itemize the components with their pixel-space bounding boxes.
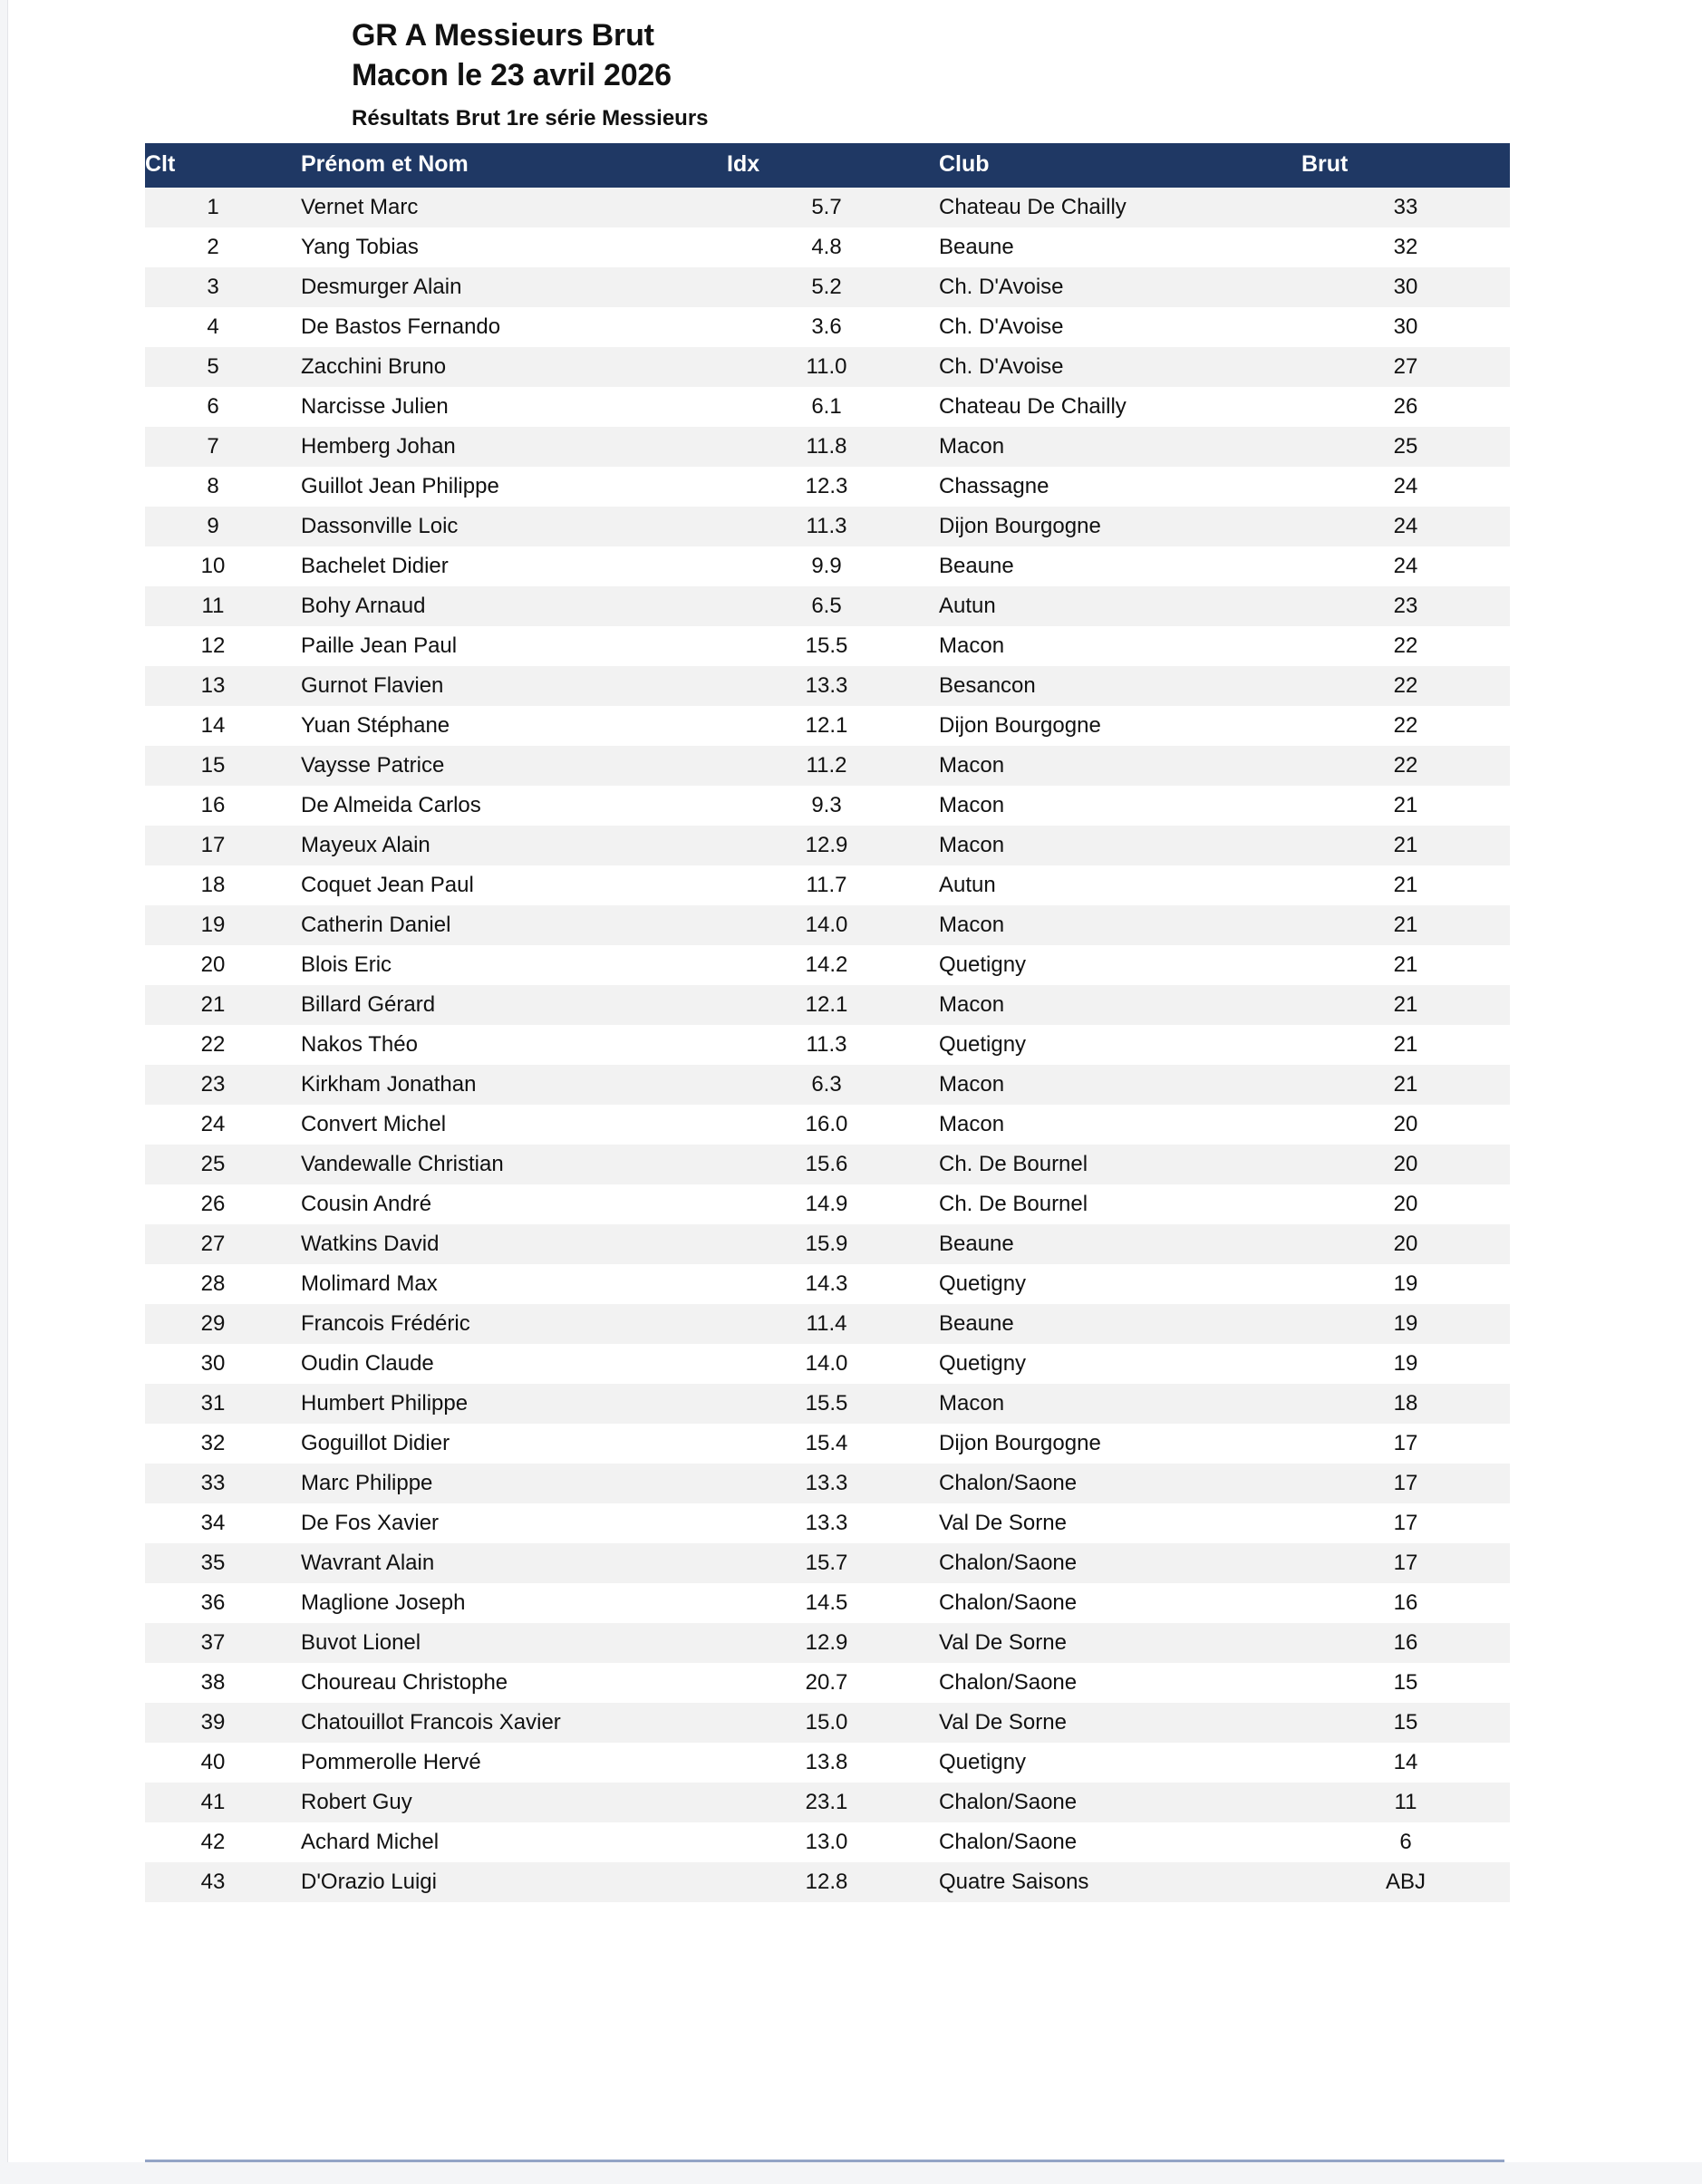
cell-idx: 11.4 — [727, 1304, 926, 1344]
cell-nom: Coquet Jean Paul — [281, 865, 727, 905]
cell-brut: 24 — [1301, 546, 1510, 586]
cell-nom: Mayeux Alain — [281, 826, 727, 865]
results-table-header — [145, 143, 1510, 188]
cell-idx: 14.0 — [727, 905, 926, 945]
cell-idx: 9.3 — [727, 786, 926, 826]
cell-nom: Bohy Arnaud — [281, 586, 727, 626]
cell-brut: 15 — [1301, 1703, 1510, 1743]
cell-nom: De Almeida Carlos — [281, 786, 727, 826]
cell-idx: 9.9 — [727, 546, 926, 586]
cell-idx: 15.7 — [727, 1543, 926, 1583]
results-table-body — [145, 188, 1510, 1902]
page-left-margin — [0, 0, 8, 2184]
cell-club: Ch. D'Avoise — [926, 347, 1301, 387]
cell-club: Val De Sorne — [926, 1703, 1301, 1743]
cell-nom: Kirkham Jonathan — [281, 1065, 727, 1105]
cell-club: Beaune — [926, 546, 1301, 586]
title-block — [145, 0, 1504, 132]
cell-clt: 4 — [145, 307, 281, 347]
cell-idx: 6.5 — [727, 586, 926, 626]
cell-idx: 12.8 — [727, 1862, 926, 1902]
cell-nom: Molimard Max — [281, 1264, 727, 1304]
table-row — [145, 1065, 1510, 1105]
table-row — [145, 706, 1510, 746]
cell-club: Macon — [926, 1384, 1301, 1424]
cell-nom: Francois Frédéric — [281, 1304, 727, 1344]
cell-nom: Vernet Marc — [281, 188, 727, 227]
cell-brut: 21 — [1301, 905, 1510, 945]
cell-brut: 17 — [1301, 1424, 1510, 1464]
table-row — [145, 865, 1510, 905]
table-header-row — [145, 143, 1510, 188]
cell-clt: 7 — [145, 427, 281, 467]
cell-clt: 3 — [145, 267, 281, 307]
cell-nom: Buvot Lionel — [281, 1623, 727, 1663]
cell-nom: Vandewalle Christian — [281, 1145, 727, 1184]
cell-brut: 30 — [1301, 267, 1510, 307]
cell-club: Macon — [926, 1065, 1301, 1105]
cell-nom: Chatouillot Francois Xavier — [281, 1703, 727, 1743]
cell-club: Macon — [926, 786, 1301, 826]
cell-brut: 18 — [1301, 1384, 1510, 1424]
cell-club: Quetigny — [926, 1264, 1301, 1304]
cell-clt: 31 — [145, 1384, 281, 1424]
cell-club: Chateau De Chailly — [926, 387, 1301, 427]
cell-club: Macon — [926, 427, 1301, 467]
table-row — [145, 1384, 1510, 1424]
cell-club: Quetigny — [926, 1025, 1301, 1065]
table-row — [145, 1862, 1510, 1902]
cell-idx: 5.7 — [727, 188, 926, 227]
cell-nom: Marc Philippe — [281, 1464, 727, 1503]
cell-idx: 12.1 — [727, 985, 926, 1025]
cell-clt: 21 — [145, 985, 281, 1025]
cell-clt: 29 — [145, 1304, 281, 1344]
cell-nom: De Bastos Fernando — [281, 307, 727, 347]
cell-brut: 21 — [1301, 826, 1510, 865]
cell-clt: 22 — [145, 1025, 281, 1065]
cell-nom: Gurnot Flavien — [281, 666, 727, 706]
cell-clt: 18 — [145, 865, 281, 905]
cell-brut: 16 — [1301, 1623, 1510, 1663]
cell-idx: 15.9 — [727, 1224, 926, 1264]
cell-brut: 19 — [1301, 1304, 1510, 1344]
cell-brut: 22 — [1301, 746, 1510, 786]
table-row — [145, 1105, 1510, 1145]
cell-brut: 15 — [1301, 1663, 1510, 1703]
cell-brut: 19 — [1301, 1264, 1510, 1304]
cell-brut: 14 — [1301, 1743, 1510, 1783]
table-row — [145, 586, 1510, 626]
cell-nom: Robert Guy — [281, 1783, 727, 1822]
cell-idx: 13.3 — [727, 1464, 926, 1503]
table-row — [145, 1344, 1510, 1384]
cell-club: Macon — [926, 626, 1301, 666]
cell-club: Dijon Bourgogne — [926, 1424, 1301, 1464]
cell-idx: 3.6 — [727, 307, 926, 347]
cell-nom: Yang Tobias — [281, 227, 727, 267]
cell-clt: 41 — [145, 1783, 281, 1822]
cell-nom: Pommerolle Hervé — [281, 1743, 727, 1783]
table-row — [145, 1703, 1510, 1743]
cell-club: Beaune — [926, 227, 1301, 267]
table-row — [145, 1264, 1510, 1304]
cell-nom: Goguillot Didier — [281, 1424, 727, 1464]
cell-brut: 17 — [1301, 1464, 1510, 1503]
cell-clt: 20 — [145, 945, 281, 985]
column-header-clt: Clt — [145, 143, 281, 188]
table-row — [145, 826, 1510, 865]
cell-idx: 14.5 — [727, 1583, 926, 1623]
table-row — [145, 1464, 1510, 1503]
cell-idx: 6.1 — [727, 387, 926, 427]
cell-brut: 25 — [1301, 427, 1510, 467]
table-row — [145, 1145, 1510, 1184]
column-header-nom: Prénom et Nom — [281, 143, 727, 188]
cell-clt: 25 — [145, 1145, 281, 1184]
cell-clt: 14 — [145, 706, 281, 746]
cell-club: Ch. De Bournel — [926, 1145, 1301, 1184]
cell-club: Chassagne — [926, 467, 1301, 507]
table-row — [145, 307, 1510, 347]
cell-club: Ch. D'Avoise — [926, 267, 1301, 307]
cell-nom: Catherin Daniel — [281, 905, 727, 945]
table-row — [145, 945, 1510, 985]
cell-idx: 13.3 — [727, 666, 926, 706]
cell-clt: 28 — [145, 1264, 281, 1304]
document-content — [145, 0, 1504, 1976]
table-row — [145, 387, 1510, 427]
table-row — [145, 467, 1510, 507]
cell-brut: 26 — [1301, 387, 1510, 427]
cell-clt: 24 — [145, 1105, 281, 1145]
table-footer-space — [145, 1902, 1504, 1976]
cell-brut: 24 — [1301, 507, 1510, 546]
table-row — [145, 1424, 1510, 1464]
cell-idx: 11.3 — [727, 507, 926, 546]
cell-club: Macon — [926, 905, 1301, 945]
cell-nom: Oudin Claude — [281, 1344, 727, 1384]
cell-brut: 20 — [1301, 1145, 1510, 1184]
cell-idx: 14.2 — [727, 945, 926, 985]
table-row — [145, 227, 1510, 267]
cell-club: Quetigny — [926, 945, 1301, 985]
cell-nom: D'Orazio Luigi — [281, 1862, 727, 1902]
table-row — [145, 1822, 1510, 1862]
cell-club: Chateau De Chailly — [926, 188, 1301, 227]
cell-brut: 21 — [1301, 865, 1510, 905]
cell-idx: 11.3 — [727, 1025, 926, 1065]
cell-nom: Cousin André — [281, 1184, 727, 1224]
cell-clt: 33 — [145, 1464, 281, 1503]
cell-brut: 21 — [1301, 1065, 1510, 1105]
cell-clt: 11 — [145, 586, 281, 626]
cell-nom: De Fos Xavier — [281, 1503, 727, 1543]
cell-clt: 9 — [145, 507, 281, 546]
cell-clt: 42 — [145, 1822, 281, 1862]
cell-brut: 32 — [1301, 227, 1510, 267]
cell-brut: 24 — [1301, 467, 1510, 507]
cell-club: Chalon/Saone — [926, 1822, 1301, 1862]
cell-nom: Guillot Jean Philippe — [281, 467, 727, 507]
cell-clt: 6 — [145, 387, 281, 427]
cell-clt: 36 — [145, 1583, 281, 1623]
cell-idx: 14.0 — [727, 1344, 926, 1384]
cell-clt: 23 — [145, 1065, 281, 1105]
cell-brut: 16 — [1301, 1583, 1510, 1623]
cell-clt: 1 — [145, 188, 281, 227]
cell-clt: 37 — [145, 1623, 281, 1663]
page-title-line-1: GR A Messieurs Brut — [352, 18, 654, 53]
cell-idx: 11.0 — [727, 347, 926, 387]
table-row — [145, 1503, 1510, 1543]
table-row — [145, 188, 1510, 227]
table-row — [145, 347, 1510, 387]
cell-brut: 22 — [1301, 706, 1510, 746]
table-row — [145, 905, 1510, 945]
cell-idx: 15.4 — [727, 1424, 926, 1464]
cell-idx: 14.9 — [727, 1184, 926, 1224]
cell-brut: 6 — [1301, 1822, 1510, 1862]
page-title-line-2: Macon le 23 avril 2026 — [352, 57, 672, 92]
cell-idx: 12.3 — [727, 467, 926, 507]
cell-brut: 21 — [1301, 945, 1510, 985]
cell-club: Beaune — [926, 1304, 1301, 1344]
cell-clt: 34 — [145, 1503, 281, 1543]
cell-clt: 12 — [145, 626, 281, 666]
table-row — [145, 985, 1510, 1025]
cell-clt: 32 — [145, 1424, 281, 1464]
cell-clt: 43 — [145, 1862, 281, 1902]
cell-brut: 19 — [1301, 1344, 1510, 1384]
cell-brut: 20 — [1301, 1184, 1510, 1224]
cell-nom: Convert Michel — [281, 1105, 727, 1145]
results-table — [145, 143, 1510, 1902]
cell-nom: Billard Gérard — [281, 985, 727, 1025]
table-row — [145, 507, 1510, 546]
table-row — [145, 1224, 1510, 1264]
cell-club: Dijon Bourgogne — [926, 706, 1301, 746]
cell-clt: 35 — [145, 1543, 281, 1583]
cell-nom: Paille Jean Paul — [281, 626, 727, 666]
cell-club: Macon — [926, 985, 1301, 1025]
cell-clt: 30 — [145, 1344, 281, 1384]
table-row — [145, 546, 1510, 586]
cell-club: Autun — [926, 865, 1301, 905]
cell-brut: 20 — [1301, 1105, 1510, 1145]
column-header-brut: Brut — [1301, 143, 1510, 188]
cell-idx: 11.2 — [727, 746, 926, 786]
cell-nom: Achard Michel — [281, 1822, 727, 1862]
cell-club: Besancon — [926, 666, 1301, 706]
cell-idx: 13.0 — [727, 1822, 926, 1862]
page-title — [352, 16, 1504, 95]
cell-idx: 23.1 — [727, 1783, 926, 1822]
table-row — [145, 746, 1510, 786]
cell-brut: 21 — [1301, 985, 1510, 1025]
cell-clt: 16 — [145, 786, 281, 826]
cell-nom: Watkins David — [281, 1224, 727, 1264]
cell-idx: 20.7 — [727, 1663, 926, 1703]
cell-club: Dijon Bourgogne — [926, 507, 1301, 546]
cell-idx: 15.5 — [727, 626, 926, 666]
cell-nom: Hemberg Johan — [281, 427, 727, 467]
cell-nom: Desmurger Alain — [281, 267, 727, 307]
table-row — [145, 1623, 1510, 1663]
cell-brut: 27 — [1301, 347, 1510, 387]
cell-brut: 17 — [1301, 1503, 1510, 1543]
cell-nom: Choureau Christophe — [281, 1663, 727, 1703]
cell-idx: 11.7 — [727, 865, 926, 905]
cell-clt: 15 — [145, 746, 281, 786]
table-row — [145, 267, 1510, 307]
cell-club: Macon — [926, 746, 1301, 786]
cell-brut: 11 — [1301, 1783, 1510, 1822]
cell-clt: 40 — [145, 1743, 281, 1783]
cell-idx: 12.9 — [727, 826, 926, 865]
cell-clt: 27 — [145, 1224, 281, 1264]
cell-brut: 21 — [1301, 786, 1510, 826]
cell-brut: 21 — [1301, 1025, 1510, 1065]
cell-nom: Bachelet Didier — [281, 546, 727, 586]
cell-clt: 17 — [145, 826, 281, 865]
column-header-club: Club — [926, 143, 1301, 188]
cell-club: Quetigny — [926, 1743, 1301, 1783]
cell-idx: 5.2 — [727, 267, 926, 307]
column-header-idx: Idx — [727, 143, 926, 188]
table-row — [145, 1663, 1510, 1703]
cell-club: Macon — [926, 826, 1301, 865]
cell-idx: 12.1 — [727, 706, 926, 746]
cell-nom: Maglione Joseph — [281, 1583, 727, 1623]
cell-club: Chalon/Saone — [926, 1464, 1301, 1503]
cell-clt: 5 — [145, 347, 281, 387]
table-row — [145, 1025, 1510, 1065]
table-row — [145, 666, 1510, 706]
cell-brut: 22 — [1301, 626, 1510, 666]
cell-club: Quetigny — [926, 1344, 1301, 1384]
cell-idx: 13.8 — [727, 1743, 926, 1783]
cell-brut: 20 — [1301, 1224, 1510, 1264]
cell-club: Autun — [926, 586, 1301, 626]
cell-club: Macon — [926, 1105, 1301, 1145]
cell-nom: Zacchini Bruno — [281, 347, 727, 387]
cell-club: Val De Sorne — [926, 1623, 1301, 1663]
cell-brut: 17 — [1301, 1543, 1510, 1583]
cell-brut: 22 — [1301, 666, 1510, 706]
cell-clt: 13 — [145, 666, 281, 706]
cell-idx: 14.3 — [727, 1264, 926, 1304]
cell-club: Ch. D'Avoise — [926, 307, 1301, 347]
cell-idx: 16.0 — [727, 1105, 926, 1145]
cell-nom: Dassonville Loic — [281, 507, 727, 546]
cell-nom: Vaysse Patrice — [281, 746, 727, 786]
cell-clt: 10 — [145, 546, 281, 586]
table-row — [145, 786, 1510, 826]
cell-clt: 8 — [145, 467, 281, 507]
cell-idx: 11.8 — [727, 427, 926, 467]
cell-club: Chalon/Saone — [926, 1543, 1301, 1583]
cell-idx: 15.0 — [727, 1703, 926, 1743]
cell-nom: Narcisse Julien — [281, 387, 727, 427]
table-row — [145, 626, 1510, 666]
cell-club: Val De Sorne — [926, 1503, 1301, 1543]
cell-idx: 13.3 — [727, 1503, 926, 1543]
cell-nom: Wavrant Alain — [281, 1543, 727, 1583]
cell-club: Quatre Saisons — [926, 1862, 1301, 1902]
table-row — [145, 1543, 1510, 1583]
table-row — [145, 1184, 1510, 1224]
cell-club: Chalon/Saone — [926, 1583, 1301, 1623]
cell-clt: 38 — [145, 1663, 281, 1703]
cell-idx: 15.5 — [727, 1384, 926, 1424]
cell-club: Chalon/Saone — [926, 1663, 1301, 1703]
cell-brut: 30 — [1301, 307, 1510, 347]
cell-nom: Blois Eric — [281, 945, 727, 985]
cell-brut: 23 — [1301, 586, 1510, 626]
cell-idx: 4.8 — [727, 227, 926, 267]
cell-nom: Humbert Philippe — [281, 1384, 727, 1424]
cell-clt: 19 — [145, 905, 281, 945]
cell-clt: 39 — [145, 1703, 281, 1743]
table-row — [145, 427, 1510, 467]
cell-club: Chalon/Saone — [926, 1783, 1301, 1822]
cell-idx: 12.9 — [727, 1623, 926, 1663]
cell-clt: 26 — [145, 1184, 281, 1224]
page-bottom-margin — [0, 2162, 1702, 2184]
cell-idx: 15.6 — [727, 1145, 926, 1184]
cell-club: Ch. De Bournel — [926, 1184, 1301, 1224]
cell-nom: Nakos Théo — [281, 1025, 727, 1065]
page-subtitle: Résultats Brut 1re série Messieurs — [352, 106, 709, 131]
table-row — [145, 1743, 1510, 1783]
cell-brut: ABJ — [1301, 1862, 1510, 1902]
table-row — [145, 1783, 1510, 1822]
cell-nom: Yuan Stéphane — [281, 706, 727, 746]
table-row — [145, 1583, 1510, 1623]
cell-idx: 6.3 — [727, 1065, 926, 1105]
cell-clt: 2 — [145, 227, 281, 267]
table-row — [145, 1304, 1510, 1344]
cell-club: Beaune — [926, 1224, 1301, 1264]
cell-brut: 33 — [1301, 188, 1510, 227]
